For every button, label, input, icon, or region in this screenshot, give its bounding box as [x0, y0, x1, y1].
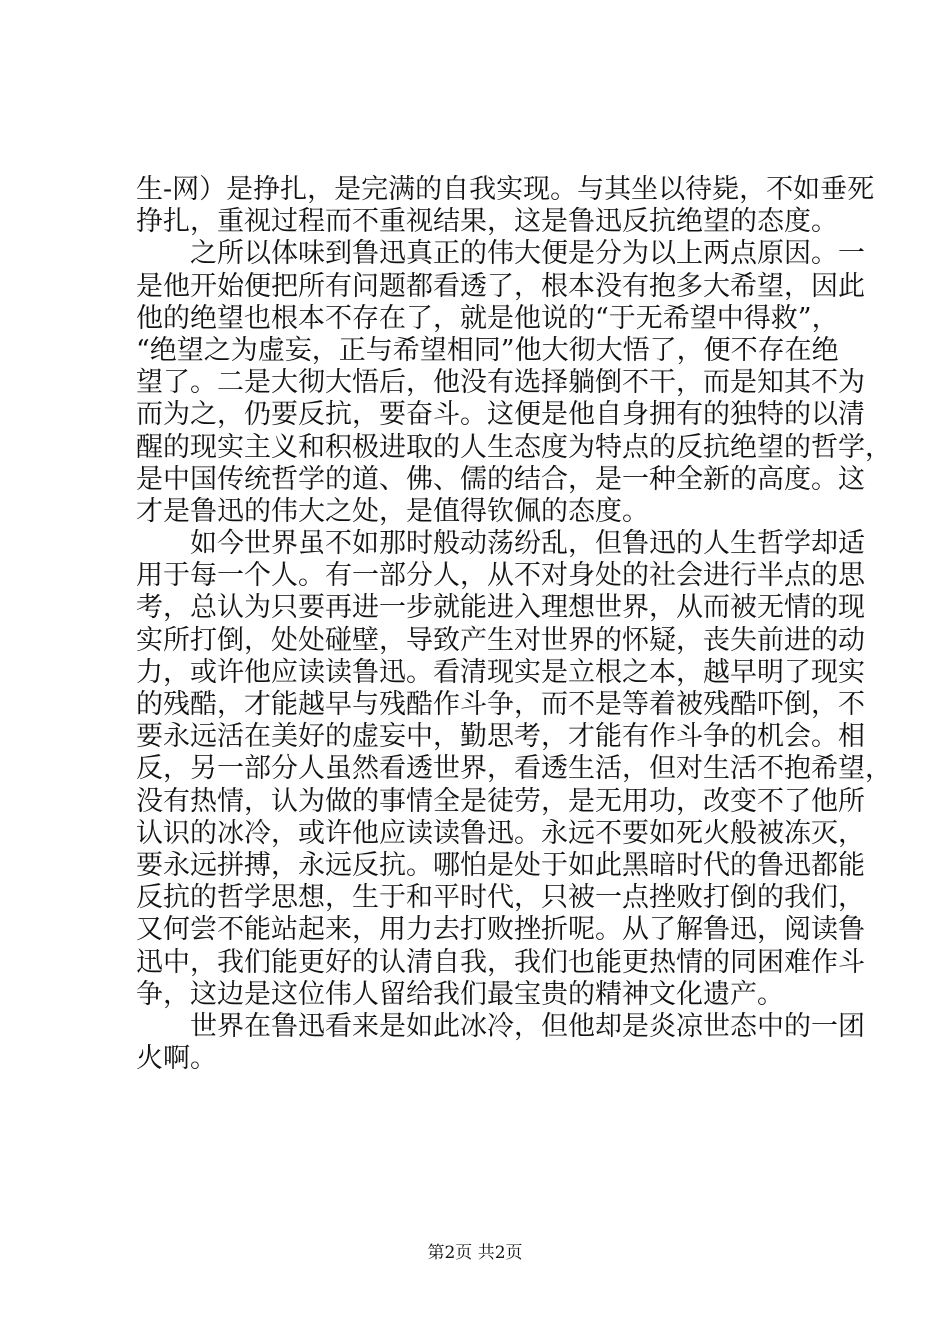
text-line: 火啊。	[136, 1043, 217, 1075]
document-body	[136, 174, 892, 1075]
text-line: 要永远拼搏，永远反抗。哪怕是处于如此黑暗时代的鲁迅都能	[136, 849, 865, 881]
text-line: 而为之，仍要反抗，要奋斗。这便是他自身拥有的独特的以清	[136, 399, 865, 431]
text-line: 力，或许他应读读鲁迅。看清现实是立根之本，越早明了现实	[136, 656, 865, 688]
page-footer: 第2页 共2页	[427, 1243, 523, 1263]
text-line: 是他开始便把所有问题都看透了，根本没有抱多大希望，因此	[136, 270, 865, 302]
text-line: 争，这边是这位伟人留给我们最宝贵的精神文化遗产。	[136, 978, 784, 1010]
text-line: 用于每一个人。有一部分人，从不对身处的社会进行半点的思	[136, 560, 865, 592]
text-line: 考，总认为只要再进一步就能进入理想世界，从而被无情的现	[136, 592, 865, 624]
text-line: 他的绝望也根本不存在了，就是他说的“于无希望中得救”，	[136, 302, 839, 334]
text-line: 如今世界虽不如那时般动荡纷乱，但鲁迅的人生哲学却适	[136, 528, 865, 560]
text-line: 望了。二是大彻大悟后，他没有选择躺倒不干，而是知其不为	[136, 367, 865, 399]
text-line: 世界在鲁迅看来是如此冰冷，但他却是炎凉世态中的一团	[136, 1010, 865, 1042]
text-line: 要永远活在美好的虚妄中，勤思考，才能有作斗争的机会。相	[136, 721, 865, 753]
text-line: 没有热情，认为做的事情全是徒劳，是无用功，改变不了他所	[136, 785, 865, 817]
text-line: 认识的冰冷，或许他应读读鲁迅。永远不要如死火般被冻灭，	[136, 817, 865, 849]
text-line: 实所打倒，处处碰壁，导致产生对世界的怀疑，丧失前进的动	[136, 624, 865, 656]
text-line: 又何尝不能站起来，用力去打败挫折呢。从了解鲁迅，阅读鲁	[136, 914, 865, 946]
text-line: 反，另一部分人虽然看透世界，看透生活，但对生活不抱希望，	[136, 753, 892, 785]
text-line: 才是鲁迅的伟大之处，是值得钦佩的态度。	[136, 495, 649, 527]
text-line: 是中国传统哲学的道、佛、儒的结合，是一种全新的高度。这	[136, 463, 865, 495]
text-line: 迅中，我们能更好的认清自我，我们也能更热情的同困难作斗	[136, 946, 865, 978]
text-line: 之所以体味到鲁迅真正的伟大便是分为以上两点原因。一	[136, 238, 865, 270]
text-line: 反抗的哲学思想，生于和平时代，只被一点挫败打倒的我们，	[136, 882, 865, 914]
text-line: 醒的现实主义和积极进取的人生态度为特点的反抗绝望的哲学，	[136, 431, 892, 463]
text-line: 的残酷，才能越早与残酷作斗争，而不是等着被残酷吓倒，不	[136, 689, 865, 720]
text-line: 生-网）是挣扎，是完满的自我实现。与其坐以待毙，不如垂死	[136, 174, 875, 205]
text-line: “绝望之为虚妄，正与希望相同”他大彻大悟了，便不存在绝	[136, 334, 839, 366]
text-line: 挣扎，重视过程而不重视结果，这是鲁迅反抗绝望的态度。	[136, 206, 838, 238]
